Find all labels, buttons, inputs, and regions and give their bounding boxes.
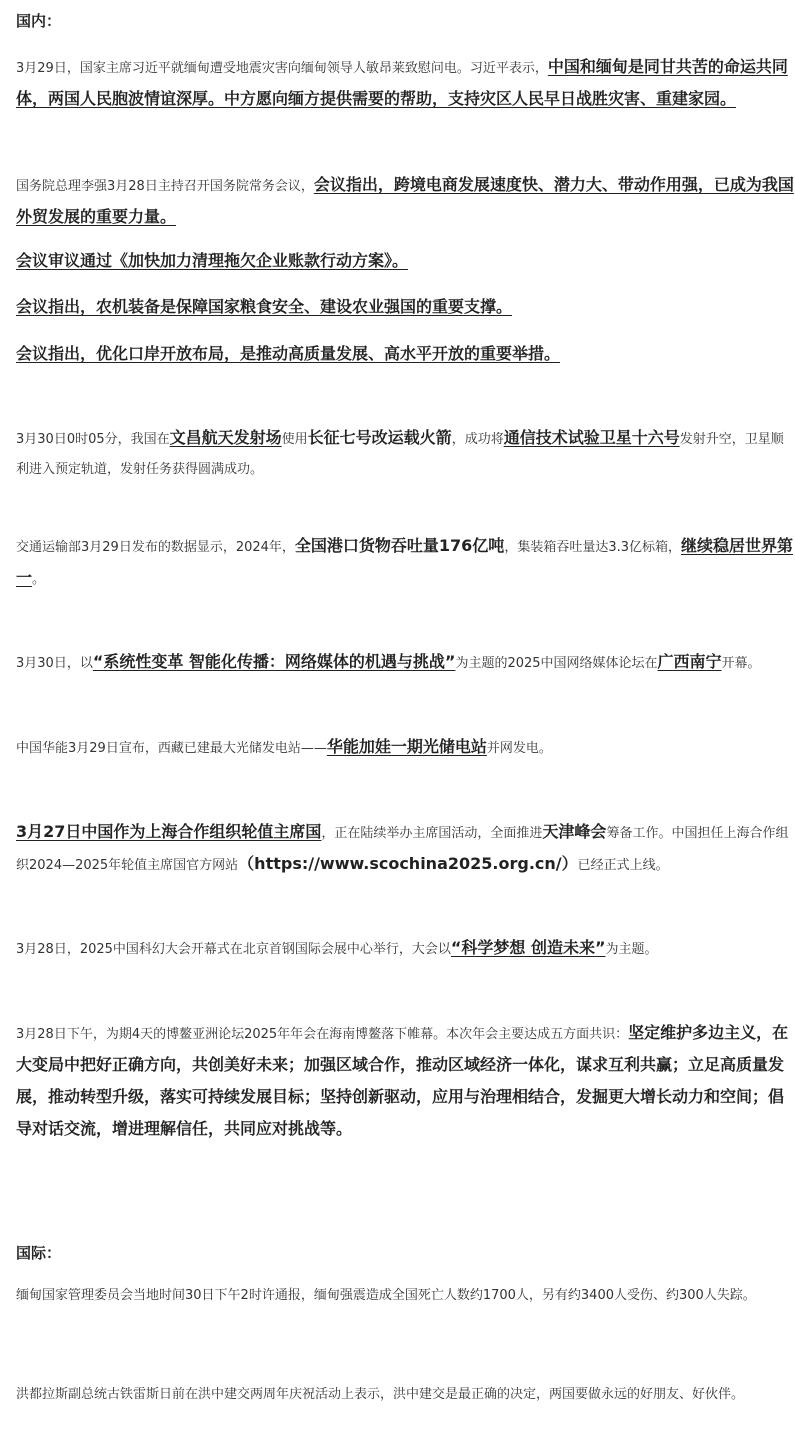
news-emphasis: 文昌航天发射场 — [169, 428, 282, 447]
news-text: 3月28日下午，为期4天的博鳌亚洲论坛2025年年会在海南博鳌落下帷幕。本次年会主要达成五方面共识： — [16, 1027, 629, 1042]
news-item-agri-machinery: 会议指出，农机装备是保障国家粮食安全、建设农业强国的重要支撑。 — [16, 297, 513, 316]
news-text: 筹备工作。中国担任上海合作组织2024—2025年轮值主席国官方网站 — [16, 826, 789, 873]
news-text: 为主题的2025中国网络媒体论坛在 — [455, 656, 658, 671]
news-text: 开幕。 — [721, 656, 761, 671]
news-item-sco-presidency — [16, 817, 795, 881]
news-text: 3月30日，以 — [16, 656, 93, 671]
news-text: 3月29日，国家主席习近平就缅甸遭受地震灾害向缅甸领导人敏昂莱致慰问电。习近平表示， — [16, 61, 548, 76]
sco-website-link[interactable]: （https://www.scochina2025.org.cn/） — [238, 854, 578, 873]
news-emphasis: 天津峰会 — [542, 822, 607, 841]
news-emphasis: “科学梦想 创造未来” — [450, 938, 606, 957]
news-text: 发射升空，卫星顺利进入预定轨道，发射任务获得圆满成功。 — [16, 432, 784, 477]
domestic-heading: 国内： — [16, 12, 62, 30]
news-emphasis: 会议指出，跨境电商发展速度快、潜力大、带动作用强，已成为我国外贸发展的重要力量。 — [16, 175, 794, 226]
news-text: 国务院总理李强3月28日主持召开国务院常务会议， — [16, 179, 314, 194]
news-text: ，集装箱吞吐量达3.3亿标箱， — [504, 540, 681, 555]
news-item-myanmar-casualties: 缅甸国家管理委员会当地时间30日下午2时许通报，缅甸强震造成全国死亡人数约1700人，另有约3400人受伤、约300人失踪。 — [16, 1288, 756, 1303]
news-emphasis: 全国港口货物吞吐量176亿吨 — [294, 536, 505, 555]
news-text: 中国华能3月29日宣布，西藏已建最大光储发电站—— — [16, 741, 327, 756]
news-item-satellite-launch — [16, 423, 795, 485]
news-text: ，成功将 — [451, 432, 504, 447]
news-text: 。 — [32, 572, 46, 587]
news-emphasis: “系统性变革 智能化传播：网络媒体的机遇与挑战” — [92, 652, 456, 671]
news-emphasis: 坚定维护多边主义，在大变局中把好正确方向，共创美好未来；加强区域合作，推动区域经济一体化，谋求互利共赢；立足高质量发展，推动转型升级，落实可持续发展目标；坚持创新驱动，应用与治理相结合，发掘更大增长动力和空间；倡导对话交流，增进理解信任，共同应对挑战等。 — [16, 1023, 789, 1138]
news-text: 3月30日0时05分，我国在 — [16, 432, 170, 447]
news-item-boao-forum — [16, 1018, 795, 1146]
news-item-power-station — [16, 732, 795, 764]
news-text: 并网发电。 — [486, 741, 552, 756]
news-emphasis: 通信技术试验卫星十六号 — [503, 428, 680, 447]
news-item-state-council — [16, 170, 795, 234]
news-emphasis: 中国和缅甸是同甘共苦的命运共同体，两国人民胞波情谊深厚。中方愿向缅方提供需要的帮助，支持灾区人民早日战胜灾害、重建家园。 — [16, 57, 788, 108]
news-emphasis: 广西南宁 — [657, 652, 722, 671]
news-text: 交通运输部3月29日发布的数据显示，2024年， — [16, 540, 295, 555]
news-emphasis: 华能加娃一期光储电站 — [326, 737, 487, 756]
news-text: ，正在陆续举办主席国活动，全面推进 — [321, 826, 543, 841]
news-item-myanmar-condolence — [16, 52, 795, 116]
news-item-media-forum — [16, 647, 795, 679]
news-item-arrears-plan: 会议审议通过《加快加力清理拖欠企业账款行动方案》。 — [16, 251, 409, 270]
news-item-honduras-relations: 洪都拉斯副总统古铁雷斯日前在洪中建交两周年庆祝活动上表示，洪中建交是最正确的决定，两国要做永远的好朋友、好伙伴。 — [16, 1387, 745, 1402]
news-item-scifi-conference — [16, 933, 795, 965]
news-emphasis: 3月27日中国作为上海合作组织轮值主席国 — [16, 822, 322, 841]
news-item-port-layout: 会议指出，优化口岸开放布局，是推动高质量发展、高水平开放的重要举措。 — [16, 344, 561, 363]
news-text: 已经正式上线。 — [577, 858, 669, 873]
news-item-port-throughput — [16, 531, 795, 595]
news-text: 3月28日，2025中国科幻大会开幕式在北京首钢国际会展中心举行，大会以 — [16, 942, 451, 957]
news-text: 为主题。 — [605, 942, 658, 957]
international-heading: 国际： — [16, 1244, 62, 1262]
news-emphasis: 长征七号改运载火箭 — [307, 428, 452, 447]
news-text: 使用 — [281, 432, 308, 447]
news-emphasis: 继续稳居世界第一 — [16, 536, 794, 587]
